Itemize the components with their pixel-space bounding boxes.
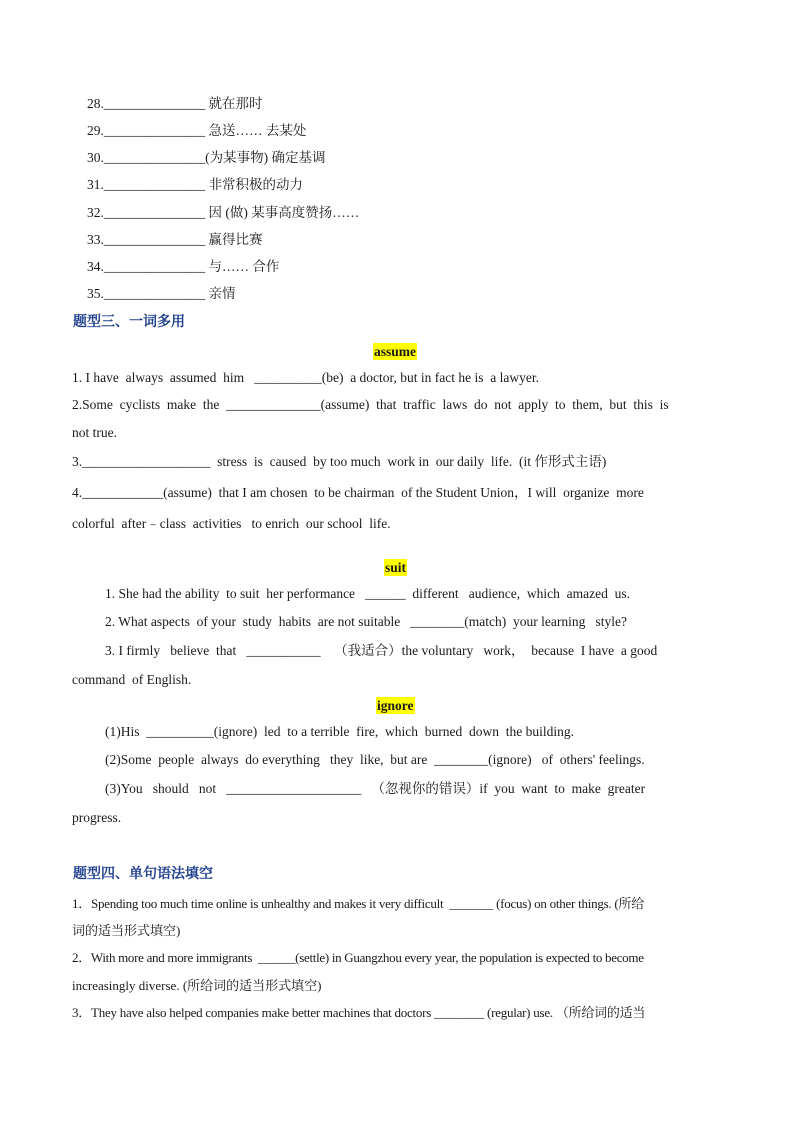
list-item: 31._______________ 非常积极的动力: [87, 177, 303, 192]
question-assume-4-cont: colorful after﹣class activities to enrich our school life.: [72, 516, 391, 531]
question-grammar-2-cont: increasingly diverse. (所给词的适当形式填空): [72, 978, 322, 993]
question-grammar-1-cont: 词的适当形式填空): [72, 923, 181, 938]
list-item: 32._______________ 因 (做) 某事高度赞扬……: [87, 205, 360, 220]
question-assume-3: 3.___________________ stress is caused by too much work in our daily life. (it 作形式主语): [72, 454, 607, 469]
list-item: 28._______________ 就在那时: [87, 96, 263, 111]
question-assume-4: 4.____________(assume) that I am chosen to be chairman of the Student Union，I will organize more: [72, 485, 644, 500]
answer-blank[interactable]: _______________: [103, 96, 206, 111]
question-ignore-2: (2)Some people always do everything they like, but are ________(ignore) of others' feelings.: [105, 752, 645, 767]
question-assume-1: 1. I have always assumed him __________(be) a doctor, but in fact he is a lawyer.: [72, 370, 539, 385]
question-ignore-3: (3)You should not ____________________ （忽视你的错误）if you want to make greater: [105, 781, 646, 796]
question-assume-2: 2.Some cyclists make the ______________(assume) that traffic laws do not apply to them, but this is: [72, 397, 669, 412]
question-grammar-3: 3．They have also helped companies make better machines that doctors ________ (regular) use. （所给词的适当: [72, 1005, 646, 1020]
question-suit-2: 2. What aspects of your study habits are not suitable ________(match) your learning style?: [105, 614, 628, 629]
answer-blank[interactable]: _______________: [103, 232, 206, 247]
keyword-assume: assume: [374, 344, 417, 359]
section-heading: 题型三、一词多用: [73, 314, 185, 330]
answer-blank[interactable]: _______________: [103, 177, 206, 192]
answer-blank[interactable]: _______________: [103, 259, 206, 274]
keyword-ignore: ignore: [377, 698, 414, 713]
question-suit-3: 3. I firmly believe that ___________ （我适合）the voluntary work， because I have a good: [105, 643, 658, 658]
answer-blank[interactable]: _______________: [103, 286, 206, 301]
answer-blank[interactable]: _______________: [103, 205, 206, 220]
question-ignore-1: (1)His __________(ignore) led to a terrible fire, which burned down the building.: [105, 724, 575, 739]
answer-blank[interactable]: _______________: [103, 123, 206, 138]
list-item: 35._______________ 亲情: [87, 286, 236, 301]
question-assume-2-cont: not true.: [72, 425, 117, 440]
list-item: 33._______________ 赢得比赛: [87, 232, 263, 247]
question-grammar-2: 2．With more and more immigrants ______(settle) in Guangzhou every year, the population is expected to become: [72, 950, 644, 965]
question-suit-1: 1. She had the ability to suit her performance ______ different audience, which amazed us.: [105, 586, 630, 601]
list-item: 30._______________(为某事物) 确定基调: [87, 150, 326, 165]
list-item: 29._______________ 急送…… 去某处: [87, 123, 307, 138]
answer-blank[interactable]: _______________: [103, 150, 206, 165]
keyword-suit: suit: [385, 560, 407, 575]
question-suit-3-cont: command of English.: [72, 672, 192, 687]
list-item: 34._______________ 与…… 合作: [87, 259, 280, 274]
section-heading: 题型四、单句语法填空: [73, 866, 213, 882]
question-ignore-3-cont: progress.: [72, 810, 122, 825]
question-grammar-1: 1．Spending too much time online is unhealthy and makes it very difficult _______ (focus) on other things. (所给: [72, 896, 644, 911]
